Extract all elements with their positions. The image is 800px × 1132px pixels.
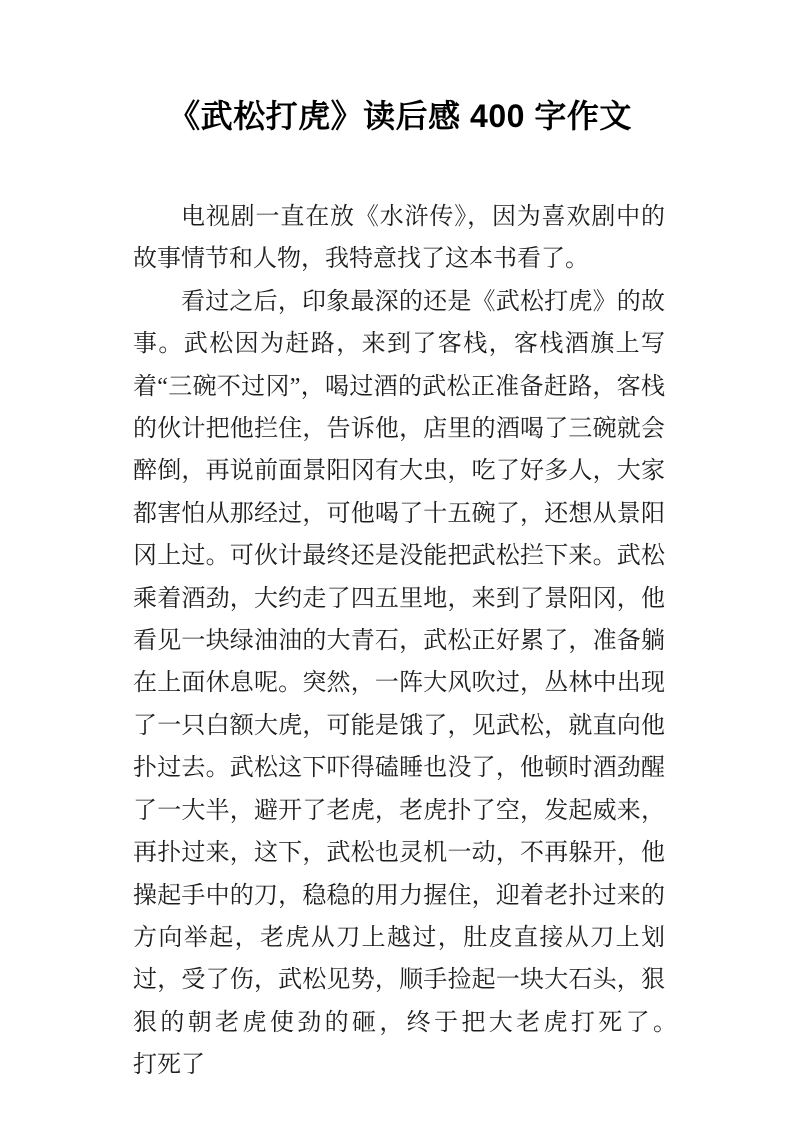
essay-paragraph: 看过之后，印象最深的还是《武松打虎》的故事。武松因为赶路，来到了客栈，客栈酒旗上写着“三碗不过冈”，喝过酒的武松正准备赶路，客栈的伙计把他拦住，告诉他，店里的酒喝了三碗就会醉倒，再说前面景阳冈有大虫，吃了好多人，大家都害怕从那经过，可他喝了十五碗了，还想从景阳冈上过。可伙计最终还是没能把武松拦下来。武松乘着酒劲，大约走了四五里地，来到了景阳冈，他看见一块绿油油的大青石，武松正好累了，准备躺在上面休息呢。突然，一阵大风吹过，丛林中出现了一只白额大虎，可能是饿了，见武松，就直向他扑过去。武松这下吓得磕睡也没了，他顿时酒劲醒了一大半，避开了老虎，老虎扑了空，发起威来，再扑过来，这下，武松也灵机一动，不再躲开，他操起手中的刀，稳稳的用力握住，迎着老扑过来的方向举起，老虎从刀上越过，肚皮直接从刀上划过，受了伤，武松见势，顺手捡起一块大石头，狠狠的朝老虎使劲的砸，终于把大老虎打死了。 打死了 [133,288,713,1079]
essay-title: 《武松打虎》读后感 400 字作文 [168,98,632,134]
essay-body [133,196,713,1087]
essay-paragraph: 电视剧一直在放《水浒传》，因为喜欢剧中的故事情节和人物，我特意找了这本书看了。 [133,204,665,273]
